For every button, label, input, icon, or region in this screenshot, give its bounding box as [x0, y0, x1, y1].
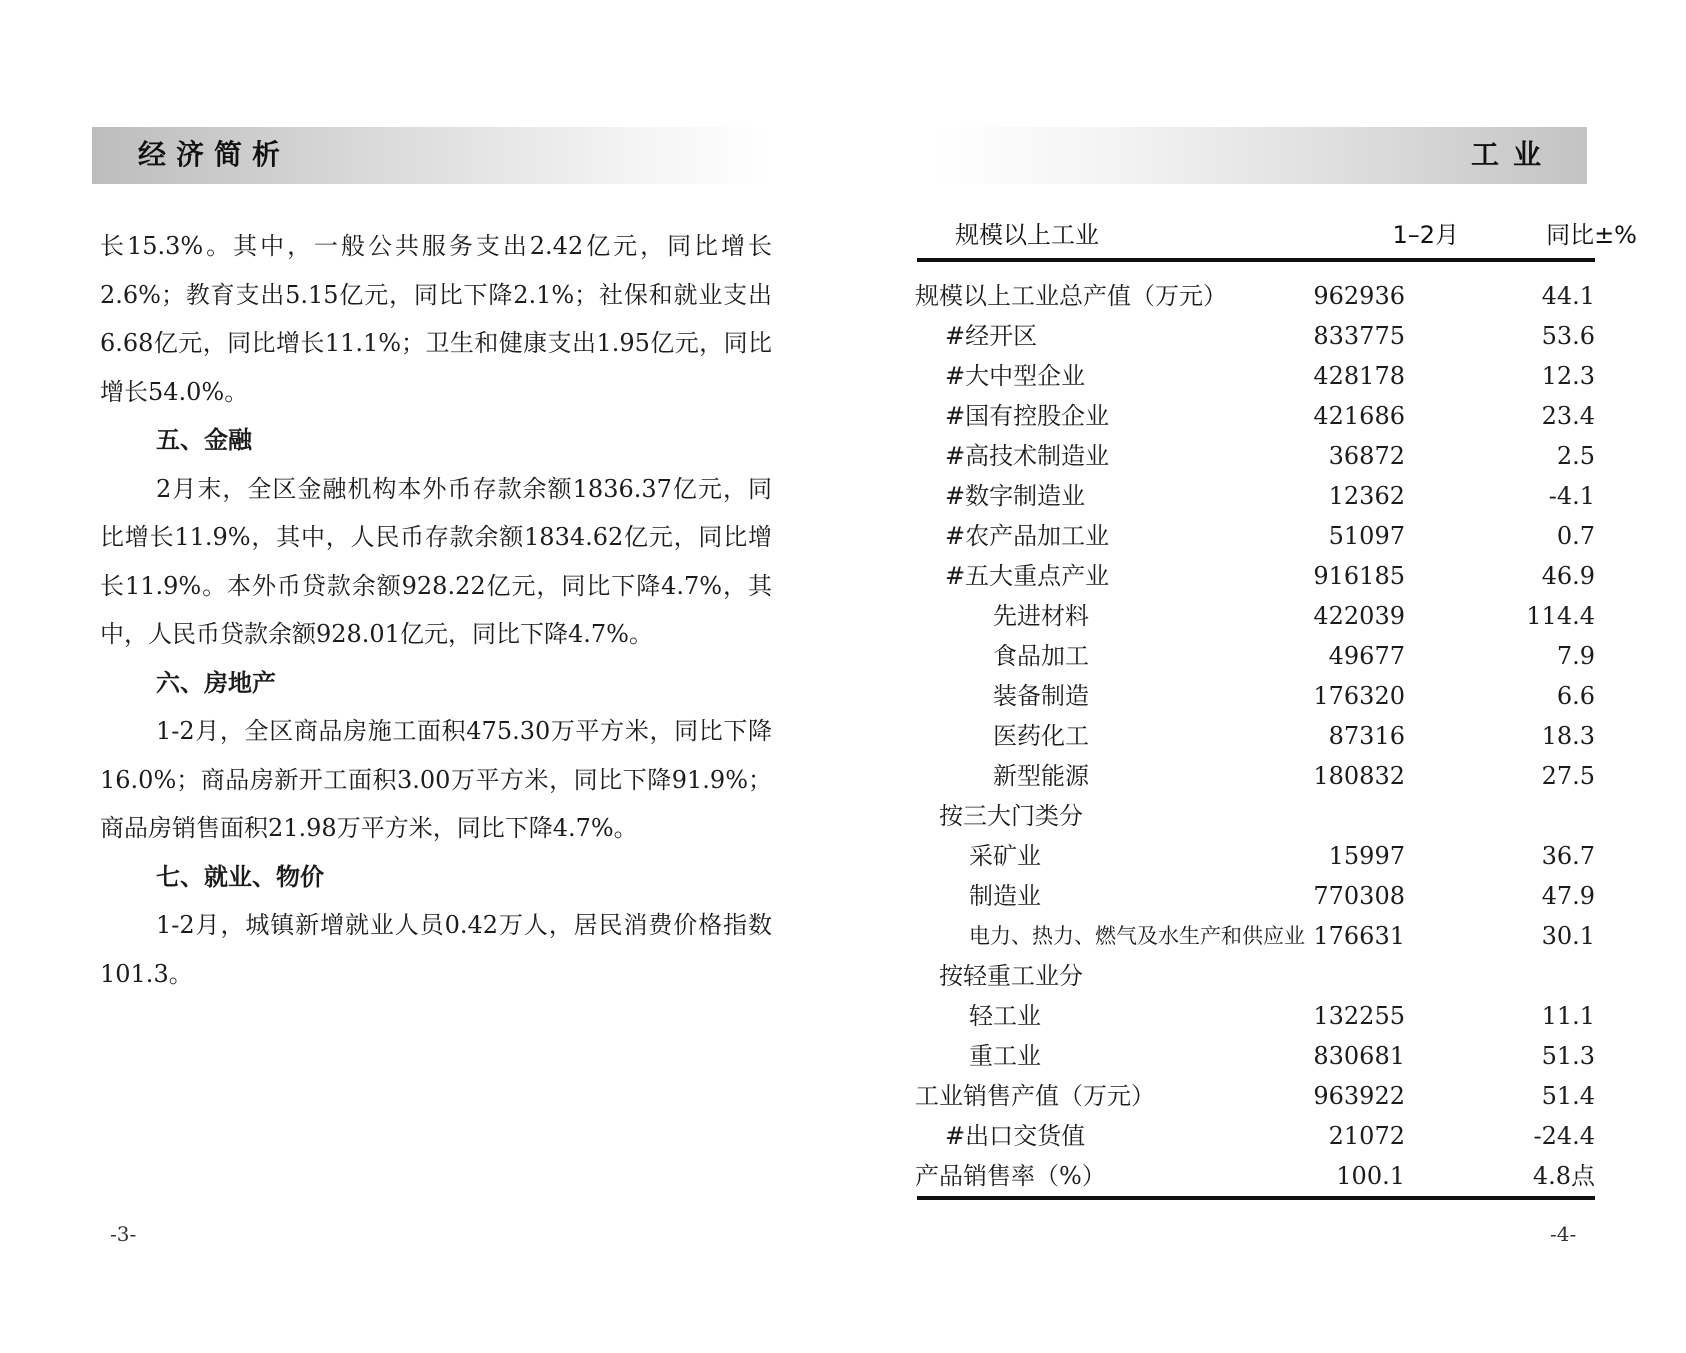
row-yoy-pct: 23.4: [1541, 402, 1595, 430]
row-yoy-pct: -4.1: [1548, 482, 1595, 510]
row-yoy-pct: 36.7: [1541, 842, 1595, 870]
row-label: 医药化工: [993, 722, 1089, 750]
row-yoy-pct: 53.6: [1541, 322, 1595, 350]
table-body: [915, 276, 1595, 1196]
row-label: 重工业: [969, 1042, 1041, 1070]
row-label: 新型能源: [993, 762, 1089, 790]
row-label: 产品销售率（%）: [915, 1162, 1106, 1190]
table-row: [915, 636, 1595, 676]
table-row: [915, 916, 1595, 956]
row-label: 制造业: [969, 882, 1041, 910]
row-label: 按三大门类分: [939, 802, 1083, 830]
row-value: 100.1: [1336, 1162, 1405, 1190]
table-row: [915, 356, 1595, 396]
row-yoy-pct: 44.1: [1541, 282, 1595, 310]
section-heading: 六、房地产: [156, 668, 276, 697]
row-label: #农产品加工业: [945, 522, 1110, 550]
table-row: [915, 676, 1595, 716]
row-value: 180832: [1313, 762, 1405, 790]
row-yoy-pct: 7.9: [1556, 642, 1595, 670]
table-row: [915, 796, 1595, 836]
table-row: [915, 956, 1595, 996]
row-value: 21072: [1328, 1122, 1405, 1150]
row-yoy-pct: 114.4: [1526, 602, 1595, 630]
left-text-block: [100, 222, 772, 998]
row-value: 49677: [1328, 642, 1405, 670]
right-page: [843, 0, 1686, 1353]
table-row: [915, 716, 1595, 756]
right-header-band: [935, 127, 1587, 184]
row-label: 电力、热力、燃气及水生产和供应业: [969, 924, 1305, 948]
table-row: [915, 276, 1595, 316]
table-row: [915, 436, 1595, 476]
column-header-name: 规模以上工业: [955, 221, 1099, 249]
row-value: 916185: [1313, 562, 1405, 590]
row-label: 按轻重工业分: [939, 962, 1083, 990]
row-yoy-pct: 0.7: [1556, 522, 1595, 550]
row-value: 421686: [1313, 402, 1405, 430]
table-row: [915, 596, 1595, 636]
row-value: 176631: [1313, 922, 1405, 950]
row-value: 963922: [1313, 1082, 1405, 1110]
table-bottom-rule: [917, 1196, 1595, 1200]
table-row: [915, 996, 1595, 1036]
section-heading: 五、金融: [156, 426, 252, 454]
row-yoy-pct: 51.4: [1541, 1082, 1595, 1110]
row-value: 962936: [1313, 282, 1405, 310]
row-label: #大中型企业: [945, 362, 1086, 390]
row-yoy-pct: 11.1: [1541, 1002, 1595, 1030]
row-yoy-pct: 2.5: [1556, 442, 1595, 470]
row-value: 428178: [1313, 362, 1405, 390]
row-value: 833775: [1313, 322, 1405, 350]
row-value: 132255: [1313, 1002, 1405, 1030]
row-value: 51097: [1328, 522, 1405, 550]
row-label: 采矿业: [969, 842, 1041, 870]
row-label: 食品加工: [993, 642, 1089, 670]
table-row: [915, 876, 1595, 916]
row-value: 15997: [1328, 842, 1405, 870]
table-row: [915, 476, 1595, 516]
row-label: #数字制造业: [945, 482, 1086, 510]
section-heading: 七、就业、物价: [156, 862, 324, 891]
table-header-rule: [917, 258, 1595, 262]
row-value: 770308: [1313, 882, 1405, 910]
row-value: 87316: [1328, 722, 1405, 750]
table-header: [915, 212, 1637, 258]
row-yoy-pct: 6.6: [1556, 682, 1595, 710]
table-row: [915, 1076, 1595, 1116]
row-value: 176320: [1313, 682, 1405, 710]
left-header-title: 经济简析: [138, 138, 291, 171]
row-label: 轻工业: [969, 1002, 1041, 1030]
table-row: [915, 1116, 1595, 1156]
row-label: #经开区: [945, 322, 1038, 350]
row-label: 规模以上工业总产值（万元）: [915, 282, 1227, 310]
left-page-number: -3-: [110, 1222, 137, 1246]
table-row: [915, 516, 1595, 556]
body-paragraph: 1-2月，全区商品房施工面积475.30万平方米，同比下降16.0%；商品房新开工面积3.00万平方米，同比下降91.9%；商品房销售面积21.98万平方米，同比下降4.7%。: [100, 717, 772, 842]
row-label: 装备制造: [993, 682, 1089, 710]
row-label: #高技术制造业: [945, 442, 1110, 470]
row-yoy-pct: 51.3: [1541, 1042, 1595, 1070]
table-row: [915, 756, 1595, 796]
row-yoy-pct: 46.9: [1541, 562, 1595, 590]
right-page-number: -4-: [1550, 1222, 1577, 1246]
body-paragraph: 2月末，全区金融机构本外币存款余额1836.37亿元，同比增长11.9%，其中，人民币存款余额1834.62亿元，同比增长11.9%。本外币贷款余额928.22亿元，同比下降4.7%，其中，人民币贷款余额928.01亿元，同比下降4.7%。: [100, 474, 772, 648]
left-header-band: [92, 127, 772, 184]
table-row: [915, 1156, 1595, 1196]
table-row: [915, 316, 1595, 356]
row-value: 12362: [1328, 482, 1405, 510]
right-header-title: 工业: [1470, 138, 1555, 171]
row-yoy-pct: -24.4: [1533, 1122, 1595, 1150]
row-yoy-pct: 27.5: [1541, 762, 1595, 790]
row-value: 830681: [1313, 1042, 1405, 1070]
row-label: 工业销售产值（万元）: [915, 1082, 1155, 1110]
row-yoy-pct: 12.3: [1541, 362, 1595, 390]
row-label: 先进材料: [993, 602, 1089, 630]
row-yoy-pct: 30.1: [1541, 922, 1595, 950]
column-header-pct: 同比±%: [1546, 221, 1637, 249]
row-yoy-pct: 18.3: [1541, 722, 1595, 750]
row-value: 36872: [1328, 442, 1405, 470]
row-yoy-pct: 4.8点: [1532, 1162, 1595, 1190]
table-row: [915, 396, 1595, 436]
body-paragraph: 长15.3%。其中，一般公共服务支出2.42亿元，同比增长2.6%；教育支出5.15亿元，同比下降2.1%；社保和就业支出6.68亿元，同比增长11.1%；卫生和健康支出1.95亿元，同比增长54.0%。: [100, 232, 772, 406]
row-label: #五大重点产业: [945, 562, 1110, 590]
table-row: [915, 556, 1595, 596]
row-yoy-pct: 47.9: [1541, 882, 1595, 910]
table-row: [915, 836, 1595, 876]
table-row: [915, 1036, 1595, 1076]
column-header-value: 1–2月: [1392, 221, 1459, 249]
row-label: #出口交货值: [945, 1122, 1086, 1150]
industry-table: [915, 212, 1637, 1200]
row-label: #国有控股企业: [945, 402, 1110, 430]
row-value: 422039: [1313, 602, 1405, 630]
body-paragraph: 1-2月，城镇新增就业人员0.42万人，居民消费价格指数101.3。: [100, 911, 772, 988]
